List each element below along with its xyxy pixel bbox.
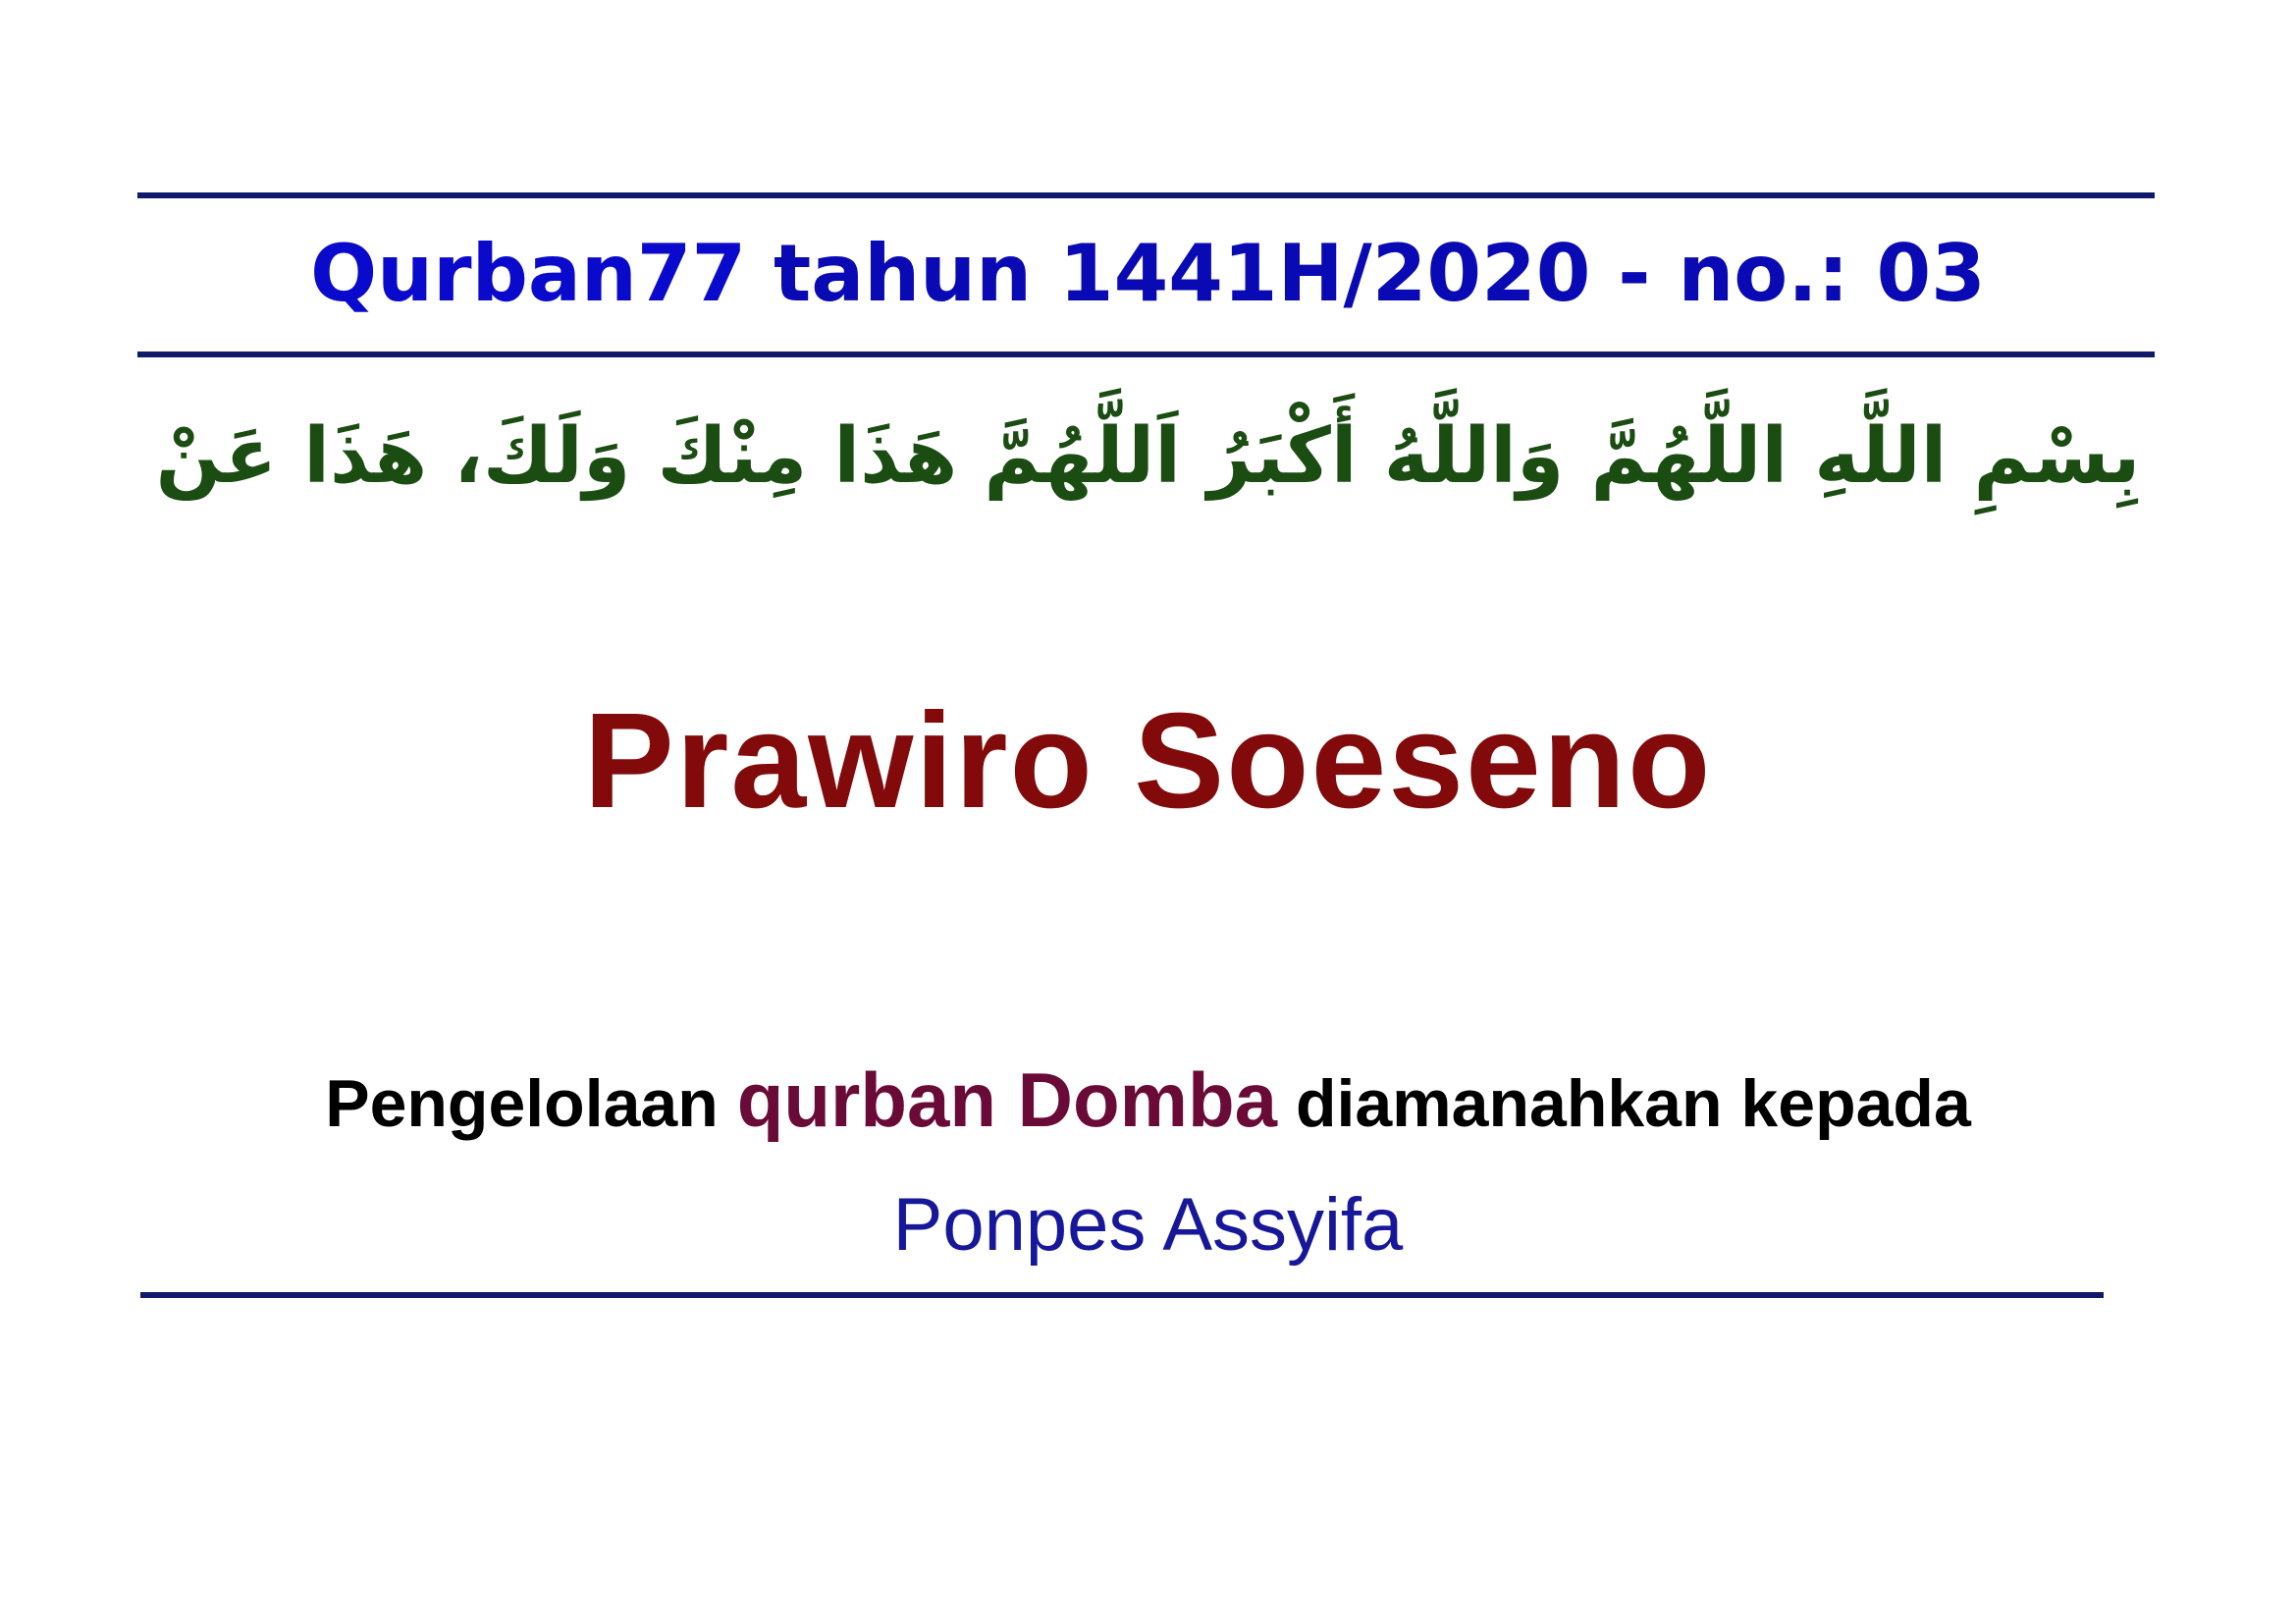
arabic-prayer: بِسْمِ اللَّهِ اللَّهُمَّ وَاللَّهُ أَكْبَرُ اَللَّهُمَّ هَذَا مِنْكَ وَلَكَ، هَذَا عَنْ <box>155 412 2141 501</box>
header-separator: - <box>1618 228 1651 319</box>
year-text: tahun 1441H/2020 <box>773 228 1591 319</box>
donor-name: Prawiro Soeseno <box>583 685 1713 837</box>
middle-divider <box>137 352 2155 357</box>
number-value: 03 <box>1876 228 1986 319</box>
management-suffix: diamanahkan kepada <box>1295 1066 1971 1141</box>
management-prefix: Pengelolaan <box>325 1066 719 1141</box>
qurban-animal: qurban Domba <box>736 1056 1278 1143</box>
brand-name: Qurban77 <box>310 228 747 319</box>
top-divider <box>137 192 2155 198</box>
certificate-header <box>0 220 2296 328</box>
institution-name: Ponpes Assyifa <box>892 1183 1404 1267</box>
management-statement <box>0 1051 2296 1153</box>
number-label: no.: <box>1678 228 1849 319</box>
bottom-divider <box>140 1292 2104 1298</box>
